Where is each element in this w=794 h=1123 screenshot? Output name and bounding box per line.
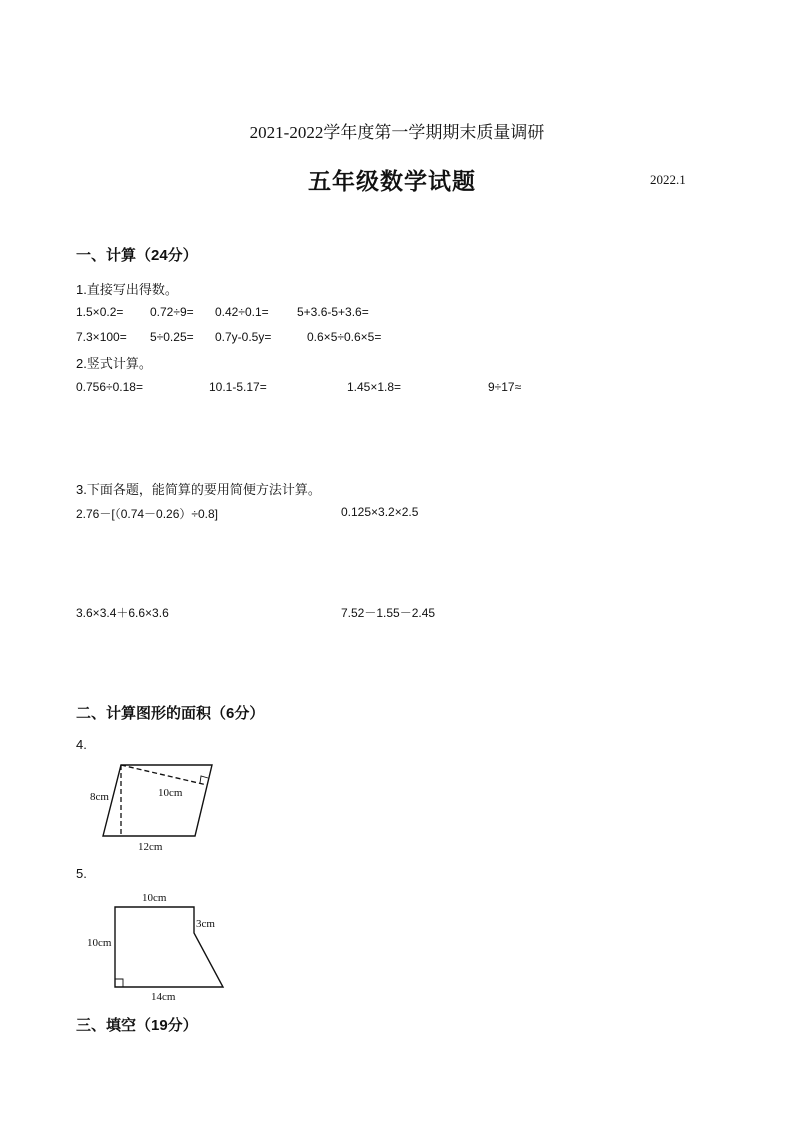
q3-label: 3.下面各题，能简算的要用简便方法计算。 [76,482,321,497]
label-14cm: 14cm [151,991,176,1003]
q4-label: 4. [76,737,87,752]
q3-expr: 0.125×3.2×2.5 [341,505,419,519]
q1-expr: 5+3.6-5+3.6= [297,305,369,319]
q2-expr: 9÷17≈ [488,380,522,394]
label-3cm: 3cm [196,918,215,930]
q1-expr: 5÷0.25= [150,330,194,344]
q1-expr: 1.5×0.2= [76,305,124,319]
section-1-heading: 一、计算（24分） [76,247,198,264]
label-top-10cm: 10cm [142,892,167,904]
q2-expr: 10.1-5.17= [209,380,267,394]
q2-label: 2.竖式计算。 [76,356,152,371]
q1-label: 1.直接写出得数。 [76,282,178,297]
label-12cm: 12cm [138,841,163,853]
exam-date: 2022.1 [650,172,686,187]
diagonal-dashed-line [121,765,207,785]
q2-expr: 0.756÷0.18= [76,380,143,394]
q1-expr: 7.3×100= [76,330,127,344]
q3-expr: 7.52－1.55－2.45 [341,606,436,620]
q1-expr: 0.7y-0.5y= [215,330,272,344]
label-10cm: 10cm [158,787,183,799]
q5-label: 5. [76,866,87,881]
right-angle-mark [115,979,123,987]
q3-expr: 2.76－[（0.74－0.26）÷0.8] [76,507,219,521]
exam-subtitle: 2021-2022学年度第一学期期末质量调研 [249,123,545,142]
label-left-10cm: 10cm [87,937,112,949]
q1-expr: 0.6×5÷0.6×5= [307,330,382,344]
section-2-heading: 二、计算图形的面积（6分） [76,705,265,722]
label-8cm: 8cm [90,791,109,803]
section-3-heading: 三、填空（19分） [76,1017,198,1034]
parallelogram-shape [103,765,212,836]
q2-expr: 1.45×1.8= [347,380,402,394]
right-angle-mark [200,776,208,783]
parallelogram-figure [80,755,230,855]
q1-expr: 0.42÷0.1= [215,305,269,319]
q3-expr: 3.6×3.4＋6.6×3.6 [76,606,169,620]
exam-title: 五年级数学试题 [308,169,476,194]
q1-expr: 0.72÷9= [150,305,194,319]
trapezoid-figure [80,885,240,1005]
